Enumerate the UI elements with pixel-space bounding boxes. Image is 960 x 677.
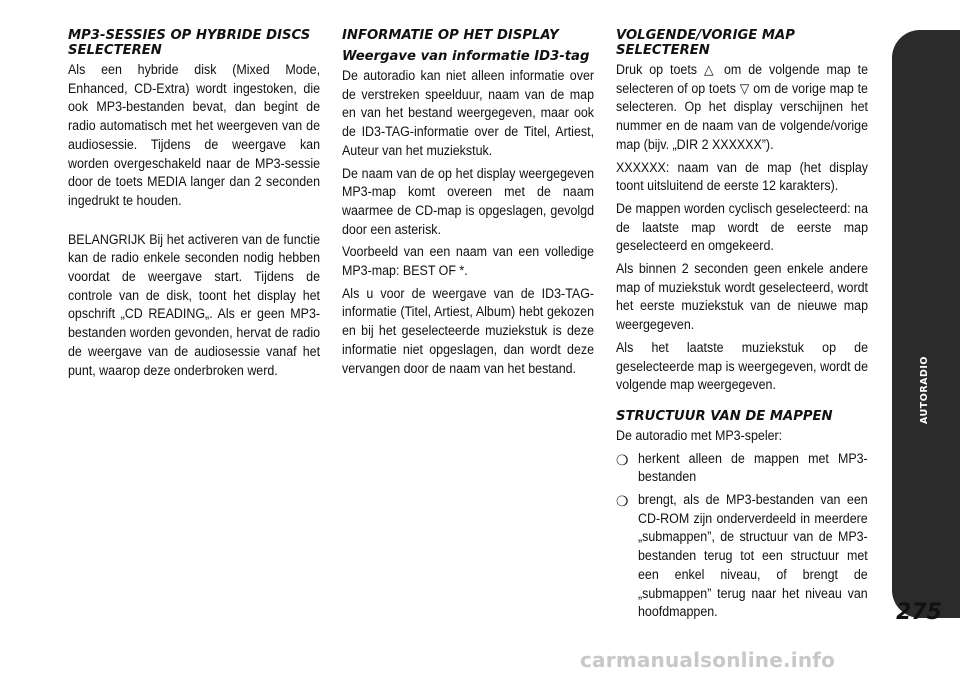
heading-mp3-sessions: MP3-SESSIES OP HYBRIDE DISCS SELECTEREN — [68, 28, 311, 58]
column-3 — [616, 28, 868, 626]
triangle-down-icon: ▽ — [739, 80, 750, 96]
paragraph-id3-info: De autoradio kan niet alleen informatie over de verstreken speelduur, naam van de map en van het bestand weergegeven, maar ook de ID3-TAG-informatie over de Titel, Artiest, Auteur van het muziekstuk. — [342, 68, 595, 158]
triangle-up-icon: △ — [703, 62, 718, 77]
heading-next-prev-map: VOLGENDE/VORIGE MAP SELECTEREN — [616, 28, 795, 58]
heading-folder-structure: STRUCTUUR VAN DE MAPPEN — [616, 408, 833, 424]
list-item — [616, 450, 868, 487]
page-number: 275 — [896, 600, 942, 625]
paragraph-id3-fallback: Als u voor de weergave van de ID3-TAG-informatie (Titel, Artiest, Album) hebt gekozen en bij het geselecteerde muziekstuk is deze informatie niet opgeslagen, dan wordt deze vervangen door de naam van het bestand. — [342, 285, 595, 376]
paragraph-xxxxxx: XXXXXX: naam van de map (het display toont uitsluitend de eerste 12 karakters). — [616, 159, 869, 194]
column-1 — [68, 28, 320, 384]
paragraph-mp3-player: De autoradio met MP3-speler: — [616, 427, 783, 443]
text-fragment: om de volgende map te selecteren of op toets — [616, 62, 869, 96]
paragraph-cyclic: De mappen worden cyclisch geselecteerd: na de laatste map wordt de eerste map geselecteerd en omgekeerd. — [616, 200, 869, 254]
paragraph-example: Voorbeeld van een naam van een volledige MP3-map: BEST OF *. — [342, 244, 595, 279]
watermark: carmanualsonline.info — [580, 648, 836, 672]
circle-bullet-icon: ❍ — [616, 451, 629, 468]
paragraph-map-name: De naam van de op het display weergegeven MP3-map komt overeen met de naam waarmee de CD-map is opgeslagen, gevolgd door een asterisk. — [342, 165, 595, 237]
bullet-list — [616, 450, 868, 622]
list-item-text: herkent alleen de mappen met MP3-bestanden — [638, 450, 868, 485]
list-item-text: brengt, als de MP3-bestanden van een CD-ROM zijn onderverdeeld in meerdere „submappen”, de structuur van de MP3-bestanden terug tot een structuur met een enkel niveau, of brengt de „submappen” terug naar het niveau van hoofdmappen. — [638, 492, 868, 620]
side-tab-label: AUTORADIO — [919, 356, 930, 424]
paragraph-important: BELANGRIJK Bij het activeren van de functie kan de radio enkele seconden nodig hebben voordat de weergave start. Tijdens de controle van de disk, toont het display het opschrift „CD READING„. Als er geen MP3-bestanden worden gevonden, hervat de radio de weergave van de audiosessie vanaf het punt, waarop deze onderbroken werd. — [68, 231, 321, 378]
text-fragment: om de vorige map te selecteren. Op het display verschijnen het nummer en de naam van de volgende/vorige map (bijv. „DIR 2 XXXXXX”). — [616, 80, 869, 152]
paragraph-press-buttons — [616, 61, 868, 155]
heading-display-info: INFORMATIE OP HET DISPLAY — [342, 28, 559, 43]
subheading-id3-tag: Weergave van informatie ID3-tag — [342, 49, 590, 64]
text-fragment: Druk op toets — [616, 62, 698, 77]
circle-bullet-icon: ❍ — [616, 493, 629, 510]
column-2 — [342, 28, 594, 382]
paragraph-hybrid-disc: Als een hybride disk (Mixed Mode, Enhanced, CD-Extra) wordt ingestoken, die ook MP3-bestanden bevat, dan begint de radio automatisch met het weergeven van de audiosessie. Tijdens de weergave kan worden overgeschakeld naar de MP3-sessie door de toets MEDIA langer dan 2 seconden ingedrukt te houden. — [68, 62, 321, 208]
paragraph-two-seconds: Als binnen 2 seconden geen enkele andere map of muziekstuk wordt geselecteerd, wordt het eerste muziekstuk van de nieuwe map weergegeven. — [616, 261, 869, 333]
list-item — [616, 491, 868, 622]
side-tab — [892, 30, 960, 618]
paragraph-last-track: Als het laatste muziekstuk op de geselecteerde map is weergegeven, wordt de volgende map weergegeven. — [616, 339, 869, 393]
